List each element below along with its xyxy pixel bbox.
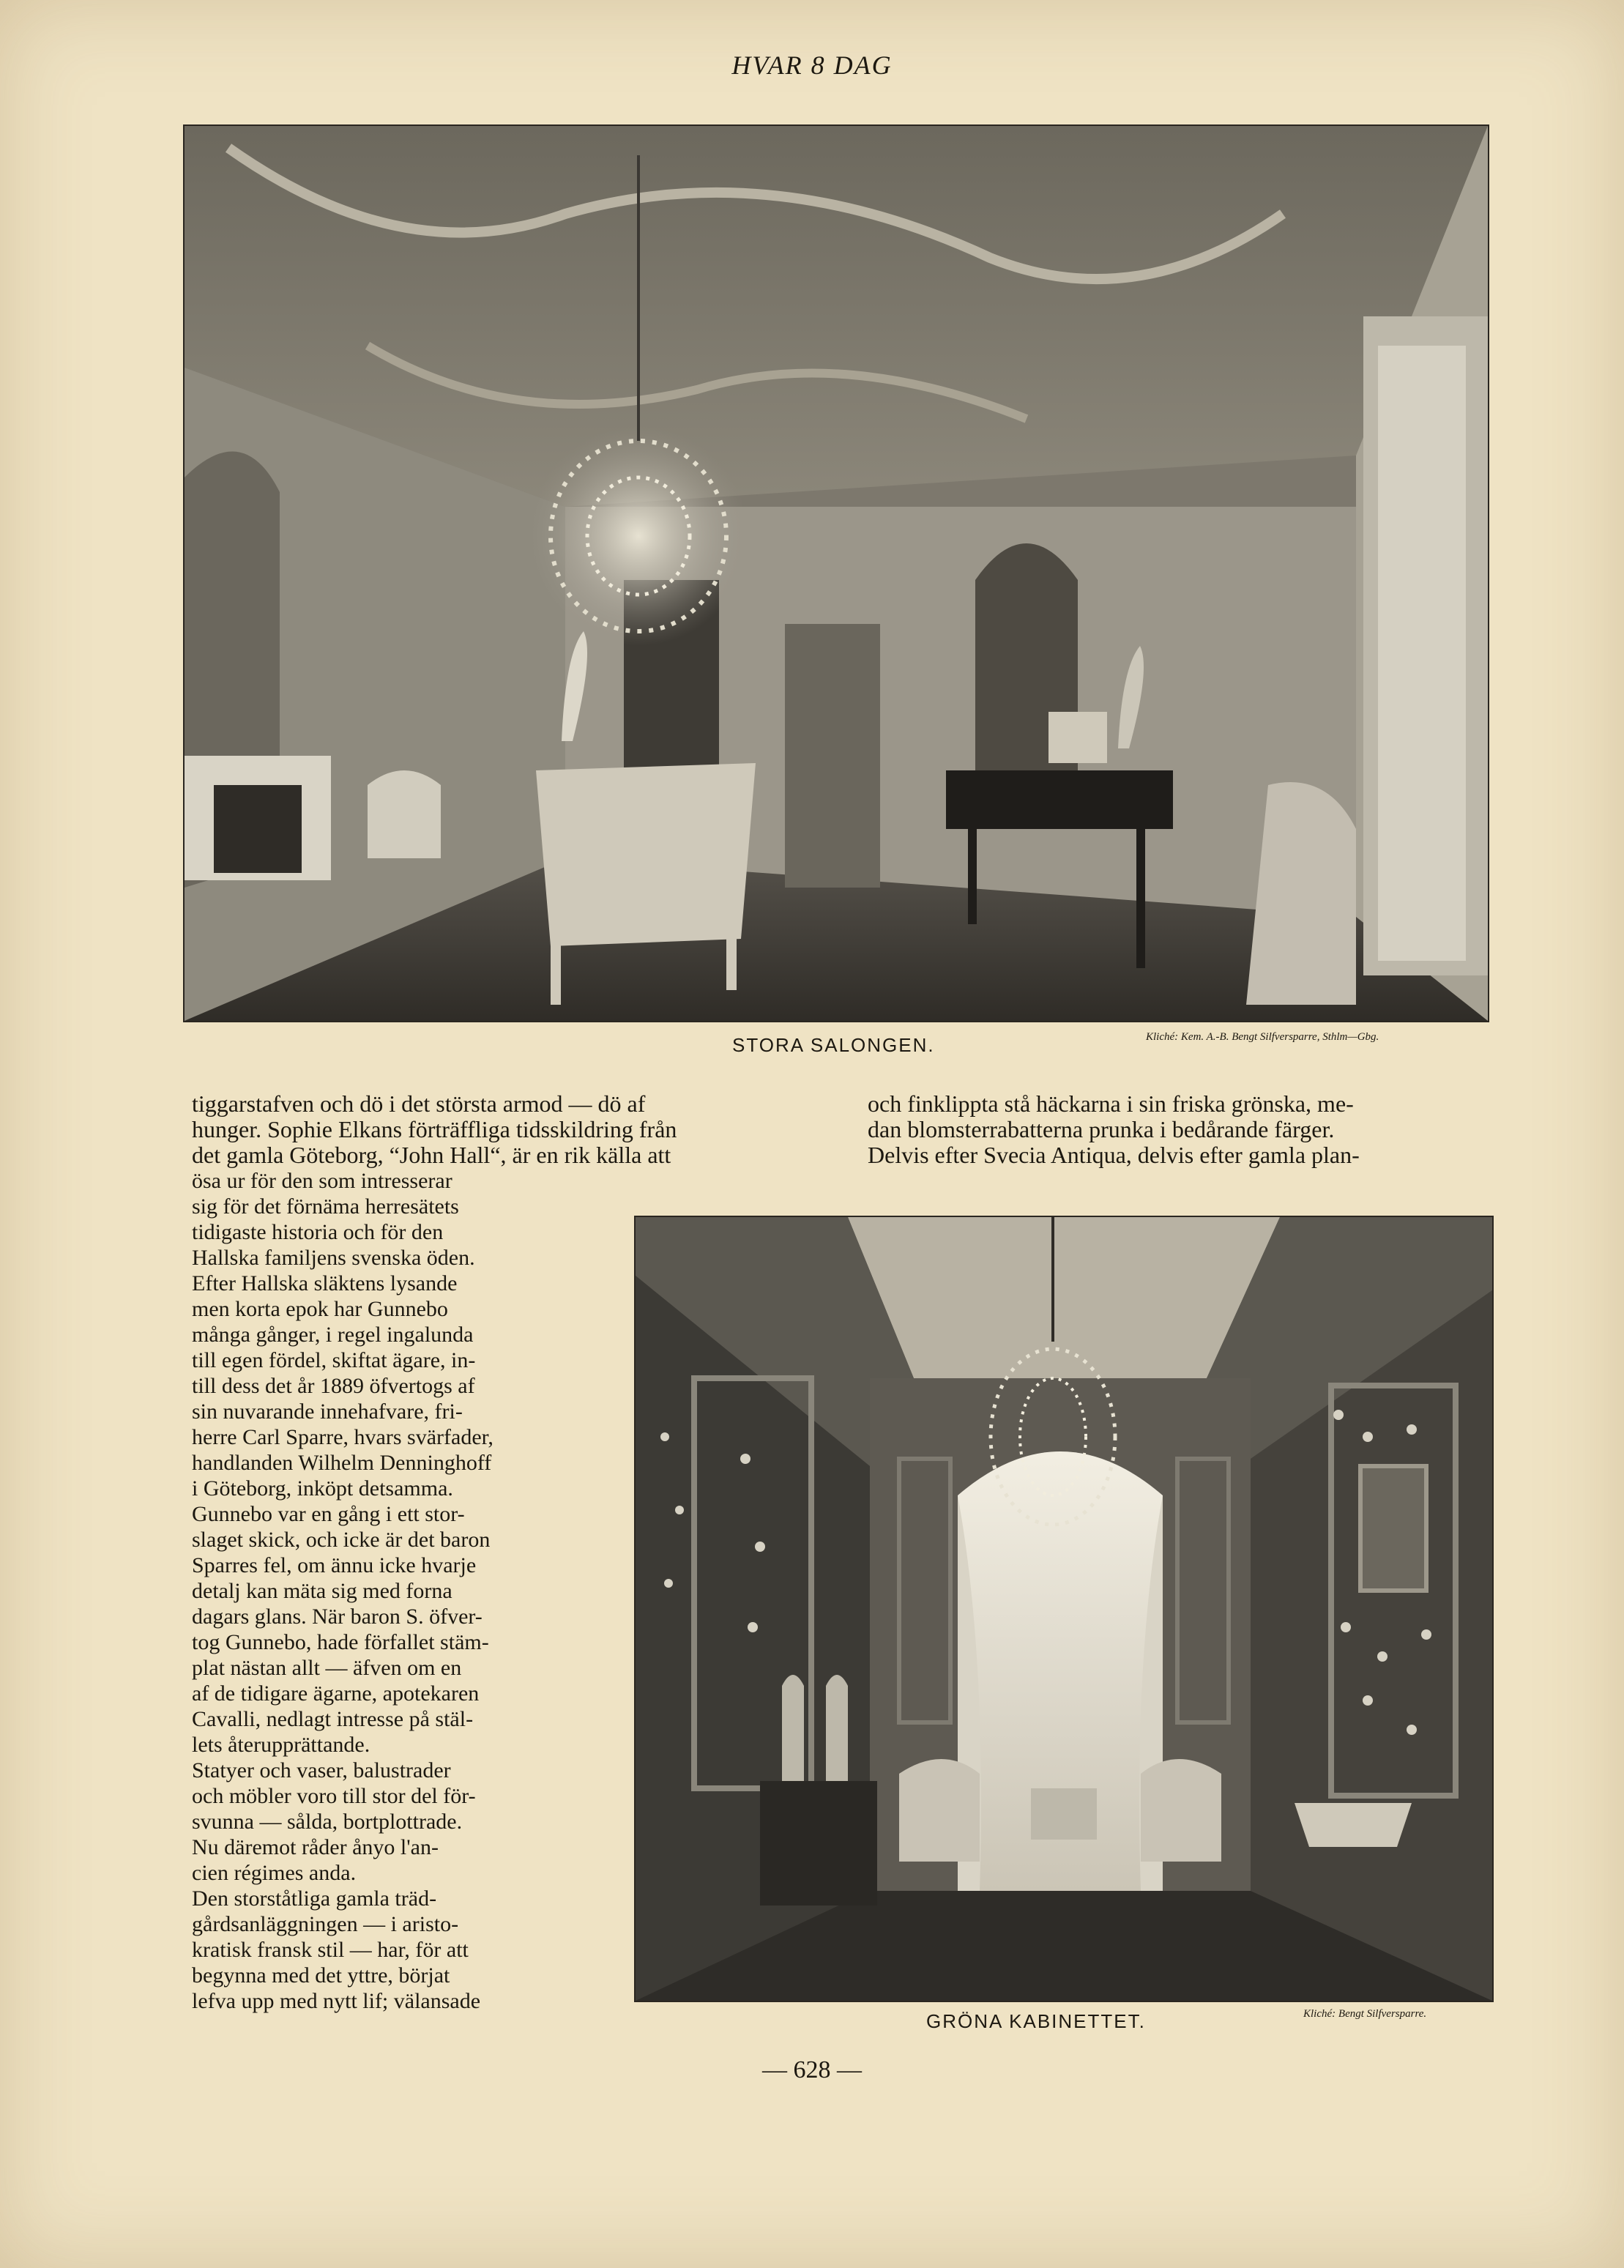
text-line: Hallska familjens svenska öden.	[192, 1246, 475, 1270]
text-line: Efter Hallska släktens lysande	[192, 1271, 458, 1295]
text-line: svunna — sålda, bortplottrade.	[192, 1810, 463, 1834]
page-number: — 628 —	[762, 2056, 862, 2083]
text-line: Cavalli, nedlagt intresse på stäl-	[192, 1707, 474, 1731]
text-line: till dess det år 1889 öfvertogs af	[192, 1374, 475, 1398]
text-line: och finklippta stå häckarna i sin friska grönska, me-	[868, 1090, 1354, 1117]
figure-credit-grona-kabinettet: Kliché: Bengt Silfversparre.	[1303, 2008, 1427, 2020]
figure-credit-stora-salongen: Kliché: Kem. A.-B. Bengt Silfversparre, Sthlm—Gbg.	[1146, 1031, 1379, 1043]
text-line: herre Carl Sparre, hvars svärfader,	[192, 1425, 493, 1449]
cabinet-illustration	[636, 1217, 1492, 2001]
right-top-text	[868, 1091, 1494, 1168]
text-line: tiggarstafven och dö i det största armod — dö af	[192, 1090, 646, 1117]
text-line: plat nästan allt — äfven om en	[192, 1656, 462, 1680]
text-line: till egen fördel, skiftat ägare, in-	[192, 1348, 476, 1372]
figure-caption-stora-salongen: STORA SALONGEN.	[732, 1034, 935, 1056]
text-line: Statyer och vaser, balustrader	[192, 1758, 451, 1782]
text-line: i Göteborg, inköpt detsamma.	[192, 1476, 453, 1501]
text-line: Sparres fel, om ännu icke hvarje	[192, 1553, 477, 1577]
text-line: och möbler voro till stor del för-	[192, 1784, 476, 1808]
text-line: gårdsanläggningen — i aristo-	[192, 1912, 459, 1936]
salon-illustration	[185, 126, 1488, 1021]
text-line: sin nuvarande innehafvare, fri-	[192, 1399, 463, 1424]
text-line: dagars glans. När baron S. öfver-	[192, 1605, 483, 1629]
text-line: men korta epok har Gunnebo	[192, 1297, 448, 1321]
text-line: slaget skick, och icke är det baron	[192, 1528, 491, 1552]
text-line: kratisk fransk stil — har, för att	[192, 1938, 469, 1962]
text-line: många gånger, i regel ingalunda	[192, 1323, 474, 1347]
text-line: sig för det förnäma herresätets	[192, 1194, 459, 1219]
text-line: Den storståtliga gamla träd-	[192, 1886, 437, 1911]
figure-caption-grona-kabinettet: GRÖNA KABINETTET.	[926, 2010, 1146, 2032]
text-line: tog Gunnebo, hade förfallet stäm-	[192, 1630, 489, 1654]
text-line: lets återupprättande.	[192, 1733, 370, 1757]
running-title: HVAR 8 DAG	[731, 51, 893, 80]
text-line: handlanden Wilhelm Denninghoff	[192, 1451, 492, 1475]
text-line: hunger. Sophie Elkans förträffliga tidsskildring från	[192, 1116, 677, 1142]
text-line: Gunnebo var en gång i ett stor-	[192, 1502, 465, 1526]
text-line: cien régimes anda.	[192, 1861, 357, 1885]
text-line: begynna med det yttre, börjat	[192, 1963, 450, 1988]
text-line: lefva upp med nytt lif; välansade	[192, 1989, 481, 2013]
text-line: Nu däremot råder ånyo l'an-	[192, 1835, 439, 1859]
text-line: detalj kan mäta sig med forna	[192, 1579, 452, 1603]
text-line: det gamla Göteborg, “John Hall“, är en rik källa att	[192, 1142, 671, 1168]
text-line: tidigaste historia och för den	[192, 1220, 444, 1244]
narrow-text-column	[192, 1168, 587, 2014]
text-line: Delvis efter Svecia Antiqua, delvis efter gamla plan-	[868, 1142, 1360, 1168]
text-line: ösa ur för den som intresserar	[192, 1169, 452, 1193]
photo-grona-kabinettet	[634, 1216, 1494, 2002]
text-line: dan blomsterrabatterna prunka i bedårande färger.	[868, 1116, 1335, 1142]
left-top-text	[192, 1091, 818, 1168]
text-line: af de tidigare ägarne, apotekaren	[192, 1681, 480, 1706]
photo-stora-salongen	[183, 124, 1489, 1022]
